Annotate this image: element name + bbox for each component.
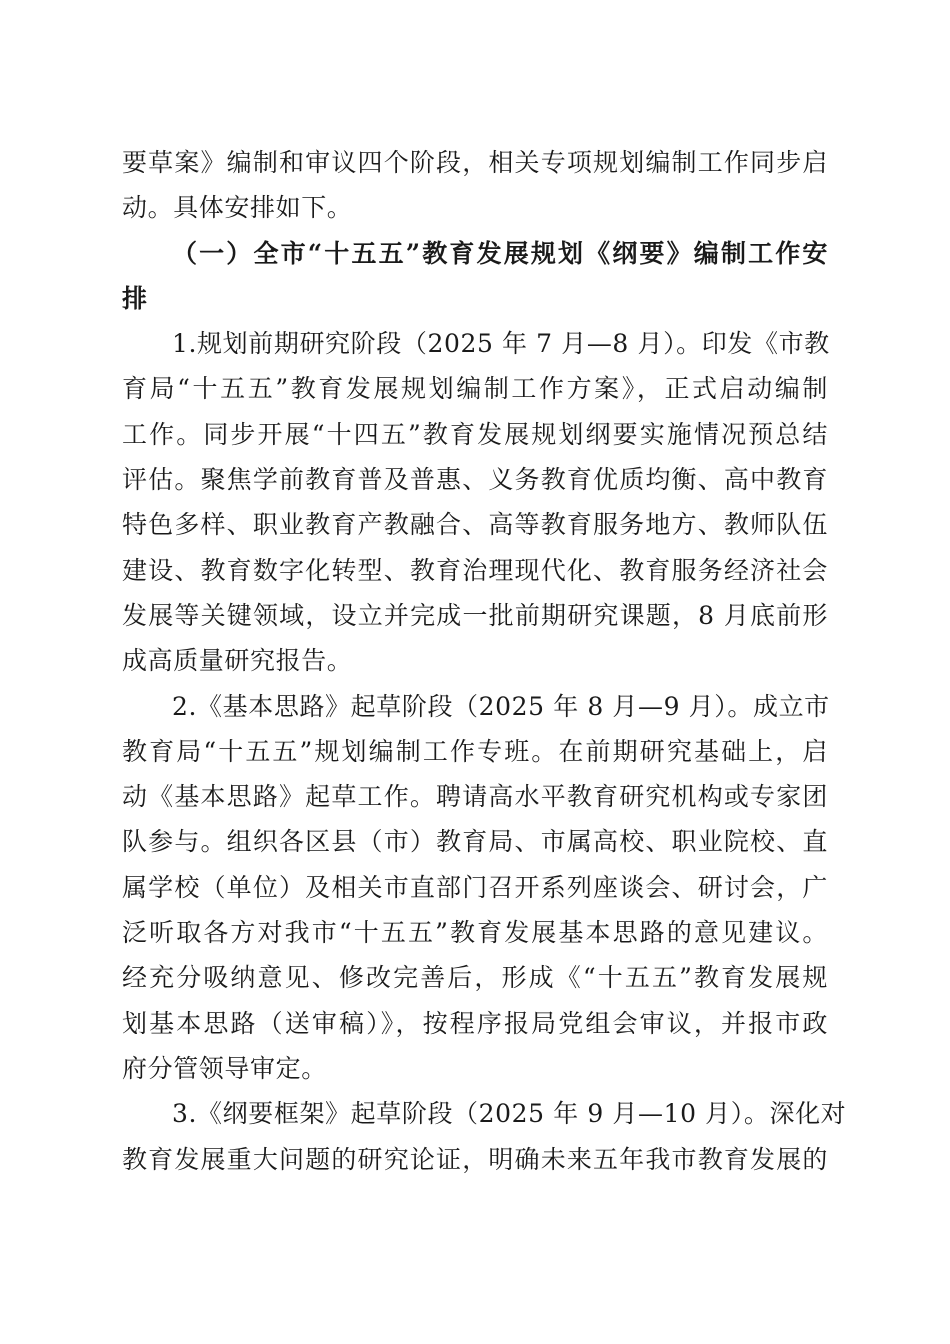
- text-line: 特色多样、职业教育产教融合、高等教育服务地方、教师队伍: [122, 510, 828, 540]
- paragraph-continuation: [122, 140, 828, 231]
- paragraph-stage-1: [122, 321, 828, 683]
- text-line: 工作。同步开展“十四五”教育发展规划纲要实施情况预总结: [122, 419, 828, 449]
- text-line: 动。具体安排如下。: [122, 193, 353, 223]
- text-line: 属学校（单位）及相关市直部门召开系列座谈会、研讨会，广: [122, 872, 828, 902]
- text-line: 教育发展重大问题的研究论证，明确未来五年我市教育发展的: [122, 1144, 828, 1174]
- paragraph-stage-3: [122, 1091, 847, 1182]
- text-line: 2.《基本思路》起草阶段（2025 年 8 月—9 月）。成立市: [172, 691, 830, 721]
- document-body: [122, 140, 847, 1182]
- text-line: 泛听取各方对我市“十五五”教育发展基本思路的意见建议。: [122, 918, 828, 948]
- text-line: 成高质量研究报告。: [122, 646, 353, 676]
- text-line: 划基本思路（送审稿）》，按程序报局党组会审议，并报市政: [122, 1008, 828, 1038]
- text-line: 育局“十五五”教育发展规划编制工作方案》，正式启动编制: [122, 374, 828, 404]
- text-line: 发展等关键领域，设立并完成一批前期研究课题，8 月底前形: [122, 600, 828, 630]
- section-heading: [122, 231, 828, 322]
- text-line: 评估。聚焦学前教育普及普惠、义务教育优质均衡、高中教育: [122, 465, 828, 495]
- text-line: 府分管领导审定。: [122, 1053, 327, 1083]
- text-line: 经充分吸纳意见、修改完善后，形成《“十五五”教育发展规: [122, 963, 828, 993]
- text-line: 1.规划前期研究阶段（2025 年 7 月—8 月）。印发《市教: [172, 329, 830, 359]
- heading-line: 排: [122, 283, 148, 313]
- text-line: 3.《纲要框架》起草阶段（2025 年 9 月—10 月）。深化对: [172, 1099, 847, 1129]
- paragraph-stage-2: [122, 684, 828, 1092]
- text-line: 建设、教育数字化转型、教育治理现代化、教育服务经济社会: [122, 555, 828, 585]
- text-line: 队参与。组织各区县（市）教育局、市属高校、职业院校、直: [122, 827, 828, 857]
- text-line: 动《基本思路》起草工作。聘请高水平教育研究机构或专家团: [122, 782, 828, 812]
- text-line: 教育局“十五五”规划编制工作专班。在前期研究基础上，启: [122, 736, 828, 766]
- heading-line: （一）全市“十五五”教育发展规划《纲要》编制工作安: [172, 238, 828, 268]
- text-line: 要草案》编制和审议四个阶段，相关专项规划编制工作同步启: [122, 148, 828, 177]
